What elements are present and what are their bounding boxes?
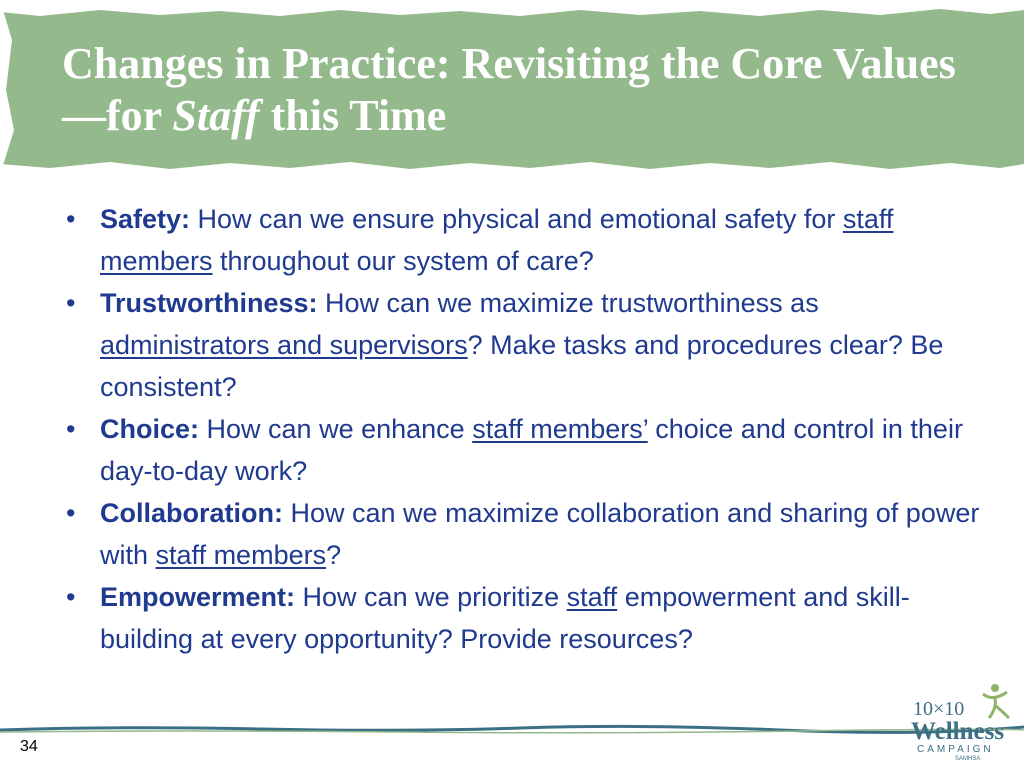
bullet-text: choice and control in their day-to-day work? <box>100 414 963 486</box>
bullet-choice <box>62 408 982 492</box>
logo-line1: 10×10 <box>913 698 965 720</box>
bullet-text: How can we ensure physical and emotional safety for <box>190 204 843 234</box>
bullet-underlined: staff members <box>155 540 327 570</box>
wellness-campaign-logo <box>905 682 1015 764</box>
bullet-empowerment <box>62 576 982 660</box>
figure-icon <box>979 682 1013 722</box>
bullet-text: How can we enhance <box>199 414 473 444</box>
slide-title <box>62 38 992 142</box>
bullet-dot: • <box>66 582 76 612</box>
footer-divider <box>0 722 1024 736</box>
bullet-text: How can we prioritize <box>295 582 567 612</box>
bullet-underlined: staff members’ <box>472 414 648 444</box>
bullet-text: empowerment and skill-building at every opportunity? Provide resources? <box>100 582 910 654</box>
bullet-text: ? <box>326 540 342 570</box>
logo-line2: Wellness <box>911 718 1005 745</box>
title-italic: Staff <box>172 91 260 140</box>
bullet-label: Collaboration: <box>100 498 283 528</box>
bullet-collaboration <box>62 492 982 576</box>
bullet-label: Safety: <box>100 204 191 234</box>
bullet-text: How can we maximize trustworthiness as <box>317 288 819 318</box>
bullet-dot: • <box>66 414 76 444</box>
bullet-underlined: staff members <box>100 204 894 276</box>
logo-line4: SAMHSA <box>955 756 981 762</box>
bullet-text: throughout our system of care? <box>212 246 594 276</box>
bullet-dot: • <box>66 204 76 234</box>
bullet-underlined: administrators and supervisors <box>100 330 468 360</box>
bullet-text: ? Make tasks and procedures clear? Be consistent? <box>100 330 944 402</box>
core-values-list <box>62 198 982 660</box>
bullet-label: Choice: <box>100 414 200 444</box>
bullet-label: Trustworthiness: <box>100 288 318 318</box>
bullet-dot: • <box>66 288 76 318</box>
bullet-safety <box>62 198 982 282</box>
bullet-text: How can we maximize collaboration and sharing of power with <box>100 498 980 570</box>
bullet-trustworthiness <box>62 282 982 408</box>
title-band <box>0 0 1024 175</box>
logo-line3: CAMPAIGN <box>917 744 994 755</box>
title-part1: Changes in Practice: Revisiting the Core Values—for <box>62 39 956 140</box>
bullet-label: Empowerment: <box>100 582 296 612</box>
bullet-underlined: staff <box>566 582 618 612</box>
page-number: 34 <box>20 738 38 755</box>
bullet-dot: • <box>66 498 76 528</box>
title-part2: this Time <box>259 91 447 140</box>
